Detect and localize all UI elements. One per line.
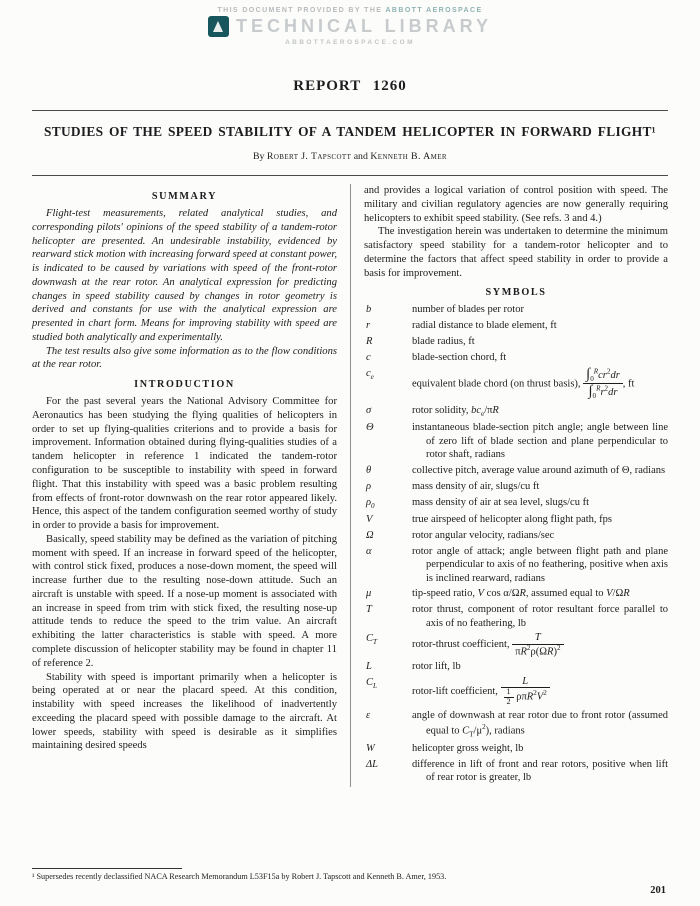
symbol: L [366, 661, 372, 672]
symbol: $C_T$ [366, 633, 377, 647]
symbol: ε [366, 710, 371, 722]
right-column [350, 184, 668, 787]
summary-paragraph: Flight-test measurements, related analytical studies, and corresponding pilots' opinions of the speed stability of a tandem-rotor helicopter are presented. An undesirable instability, evidenced by rearward stick motion with increasing forward speed at constant power, is indicated to be caused by variations with speed of the front-rotor downwash at the rear rotor. An analytical expression for predicting changes in speed stability caused by changes in rotor geometry is derived and constants for use with the analytical expression are presented in chart form. Means for improving stability with speed are studied both analytically and experimentally. [32, 208, 337, 343]
symbol-definition: helicopter gross weight, lb [412, 742, 524, 754]
symbol: α [366, 545, 372, 557]
symbol-definition: rotor-lift coefficient, L $\frac{1}{2}$ $\rho\pi R^2V^2$ [412, 676, 668, 707]
symbol-row [364, 632, 668, 657]
symbol-row [364, 351, 668, 364]
symbol-definition: mass density of air at sea level, slugs/cu ft [412, 496, 589, 508]
symbol-definition: number of blades per rotor [412, 304, 524, 316]
symbol-row [364, 404, 668, 419]
technical-library-wordmark [0, 16, 700, 37]
provider-line [0, 7, 700, 14]
symbol-definition: equivalent blade chord (on thrust basis), $\frac{\int_0^Rcr^2dr}{\int_0^Rr^2dr}$ , ft [412, 365, 635, 401]
left-column [32, 184, 350, 787]
symbol: b [366, 304, 372, 316]
byline [0, 151, 700, 162]
symbol-definition: rotor thrust, component of rotor resultant force parallel to axis of no feathering, lb [412, 604, 668, 629]
summary-heading: SUMMARY [151, 191, 218, 202]
symbol-definition: true airspeed of helicopter along flight path, fps [412, 514, 613, 526]
symbol: Θ [366, 422, 374, 434]
symbol: $C_L$ [366, 676, 377, 690]
introduction-paragraph: Basically, speed stability may be defined as the variation of pitching moment with speed. If an increase in forward speed of the helicopter, with control stick fixed, produces a nose-down moment, the speed will increase further due to the resulting nose-down attitude. Such an aircraft is unstable with speed. If a nose-up moment is associated with an increase in speed from trim with stick fixed, the resulting nose-up attitude tends to reduce the speed to the trim value. An aircraft exhibiting the latter characteristics is stable with speed. A more complete discussion of helicopter stability may be found in chapter 11 of reference 2. [32, 533, 337, 669]
page-number: 201 [650, 885, 666, 896]
symbol: σ [366, 404, 372, 416]
symbol: V [366, 514, 373, 526]
symbol-definition: blade radius, ft [412, 336, 475, 348]
symbol-definition: rotor angular velocity, radians/sec [412, 530, 555, 542]
author-2: Kenneth B. Amer [370, 151, 447, 162]
introduction-paragraph: For the past several years the National Advisory Committee for Aeronautics has been studying the flying qualities of helicopters in order to set up flying-qualities criterions and to provide a basis for improvement. Information obtained during flying-qualities studies of a tandem helicopter in reference 1 indicated the tandem-rotor configuration to be susceptible to instability with speed in forward flight. That this instability with speed was a basic problem resulting from effects of front-rotor downwash on the rear rotor appeared likely. Hence, this aspect of the tandem configuration seemed worthy of study in order to provide a basis for improvement. [32, 396, 337, 532]
footnote: ¹ Supersedes recently declassified NACA Research Memorandum L53F15a by Robert J. Tapscott and Kenneth B. Amer, 1953. [32, 872, 447, 882]
symbol-definition: mass density of air, slugs/cu ft [412, 480, 540, 492]
symbol-definition: radial distance to blade element, ft [412, 320, 557, 332]
byline-conjunction: and [353, 151, 368, 162]
summary-paragraph: The test results also give some information as to the flow conditions at the rear rotor. [32, 345, 337, 371]
report-number: REPORT 1260 [293, 78, 407, 94]
symbol-definition: rotor-thrust coefficient, $\frac{T}{\pi R^2\rho(\Omega R)^2}$ [412, 632, 668, 657]
byline-prefix: By [253, 151, 265, 162]
symbol-row [364, 513, 668, 526]
author-1: Robert J. Tapscott [266, 151, 352, 162]
symbol-row [364, 319, 668, 332]
symbol: R [366, 336, 373, 348]
symbol-row [364, 603, 668, 630]
provider-banner [0, 0, 700, 46]
symbol: ΔL [366, 758, 379, 770]
symbol-definition: angle of downwash at rear rotor due to front rotor (assumed equal to $C_T/\mu^2$), radians [412, 710, 668, 739]
provider-highlight: ABBOTT AEROSPACE [385, 7, 483, 14]
symbol: θ [366, 464, 372, 476]
top-rule [32, 110, 668, 111]
symbol: μ [366, 588, 372, 600]
introduction-paragraphs [32, 395, 337, 753]
symbol-definition: tip-speed ratio, V cos α/ΩR, assumed equal to V/ΩR [412, 588, 630, 600]
symbol-row [364, 464, 668, 477]
symbol-definition: collective pitch, average value around azimuth of Θ, radians [412, 464, 666, 476]
symbol: c [366, 351, 371, 363]
symbol-definition: difference in lift of front and rear rotors, positive when lift of rear rotor is greater, lb [412, 758, 668, 783]
continuation-paragraph: The investigation herein was undertaken to determine the minimum satisfactory speed stability for a tandem-rotor helicopter and to determine the factors that affect speed stability in order to provide a basis for improvement. [364, 226, 668, 279]
wordmark-text: TECHNICAL LIBRARY [236, 16, 492, 36]
symbol-row [364, 529, 668, 542]
symbol-row [364, 303, 668, 316]
introduction-heading: INTRODUCTION [134, 379, 235, 391]
introduction-paragraph: Stability with speed is important primarily when a helicopter is being operated at or near the placard speed. At this condition, instability with speed increases the likelihood of inadvertently exceeding the placard speed with possible damage to the aircraft. At lower speeds, stability with speed is desirable as it simplifies maintaining desired speeds [32, 671, 337, 752]
site-domain: ABBOTTAEROSPACE.COM [285, 39, 415, 46]
abbott-aerospace-logo-icon [208, 16, 229, 37]
page-title: STUDIES OF THE SPEED STABILITY OF A TANDEM HELICOPTER IN FORWARD FLIGHT¹ [43, 124, 657, 139]
symbol-row [364, 545, 668, 585]
symbol: W [366, 742, 375, 754]
symbol-row [364, 421, 668, 461]
symbol: $\rho_0$ [366, 496, 375, 510]
footnote-rule [32, 868, 182, 869]
body-content [32, 184, 668, 787]
symbol-row [364, 742, 668, 755]
mid-rule [32, 175, 668, 176]
symbol-row [364, 758, 668, 785]
symbol-row [364, 660, 668, 673]
symbols-list [364, 303, 668, 784]
symbol-row [364, 335, 668, 348]
provider-prefix: THIS DOCUMENT PROVIDED BY THE [217, 7, 386, 14]
symbol: ρ [366, 480, 372, 492]
symbols-heading: SYMBOLS [485, 287, 547, 299]
symbol: r [366, 320, 371, 332]
symbol: $c_e$ [366, 367, 374, 381]
symbol-row [364, 367, 668, 402]
continuation-paragraphs [364, 184, 668, 280]
symbol: Ω [366, 530, 374, 542]
symbol-definition: blade-section chord, ft [412, 351, 507, 363]
symbol-definition: rotor angle of attack; angle between flight path and plane perpendicular to axis of no feathering, positive when axis is inclined rearward, radians [412, 545, 668, 584]
summary-paragraphs [32, 207, 337, 372]
continuation-paragraph: and provides a logical variation of control position with speed. The military and civilian regulatory agencies are now generally requiring helicopters to exhibit speed stability. (See refs. 3 and 4.) [364, 185, 668, 224]
symbol-row [364, 587, 668, 600]
symbol: T [366, 604, 372, 616]
symbol-row [364, 496, 668, 511]
footnote-block [32, 868, 510, 882]
symbol-definition: rotor solidity, $bc_e/\pi R$ [412, 404, 499, 418]
symbol-row [364, 676, 668, 707]
symbol-definition: instantaneous blade-section pitch angle; angle between line of zero lift of blade section and plane perpendicular to rotor shaft, radians [412, 422, 668, 461]
symbol-definition: rotor lift, lb [412, 661, 461, 672]
symbol-row [364, 709, 668, 739]
symbol-row [364, 480, 668, 493]
